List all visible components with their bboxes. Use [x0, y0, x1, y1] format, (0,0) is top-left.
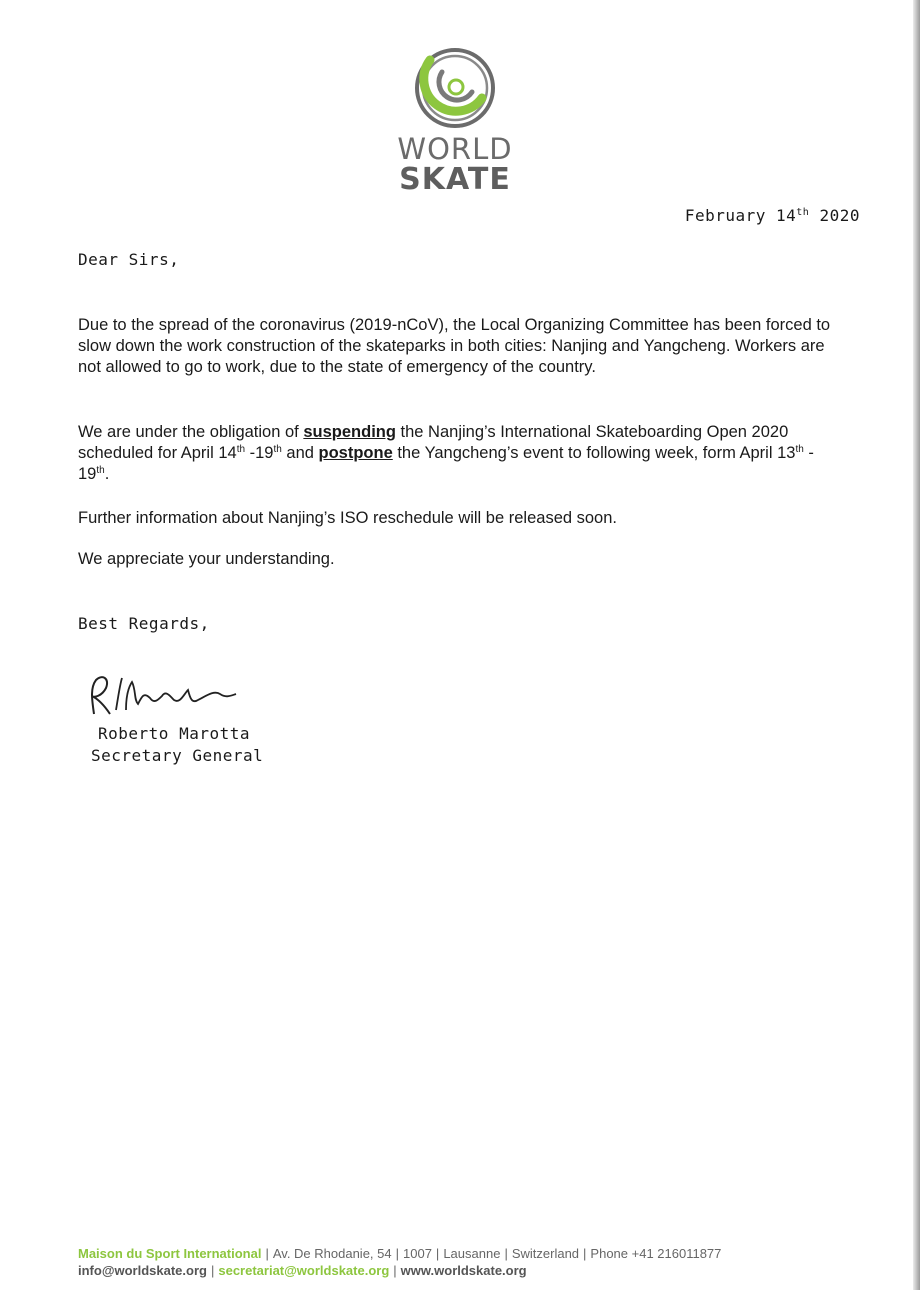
- logo-word-skate: SKATE: [399, 162, 511, 197]
- letterhead-footer: [78, 1245, 878, 1279]
- footer-line-1: [78, 1245, 878, 1262]
- world-skate-logo: [380, 40, 530, 200]
- footer-email-info[interactable]: info@worldskate.org: [78, 1263, 207, 1278]
- signer-title: Secretary General: [91, 746, 264, 765]
- paragraph-coronavirus: Due to the spread of the coronavirus (2019-nCoV), the Local Organizing Committee has been forced to slow down the work construction of the skateparks in both cities: Nanjing and Yangcheng. Workers are not allowed to go to work, due to the state of emergency of the country.: [78, 316, 831, 376]
- ordinal: th: [96, 465, 105, 476]
- footer-separator: |: [435, 1246, 440, 1261]
- p2-text: the Nanjing’s International Skateboarding Open 2020 scheduled for April 14: [78, 423, 789, 462]
- salutation: Dear Sirs,: [78, 250, 180, 269]
- world-skate-ring-icon: [380, 40, 530, 135]
- footer-city: Lausanne: [443, 1246, 501, 1261]
- footer-org: Maison du Sport International: [78, 1246, 262, 1261]
- logo-word-world: WORLD: [397, 132, 513, 166]
- letter-date: [685, 206, 860, 225]
- signer-name: Roberto Marotta: [98, 724, 250, 743]
- p2-text: -19: [245, 444, 274, 462]
- date-month-day: February 14: [684, 206, 797, 225]
- footer-postal: 1007: [403, 1246, 432, 1261]
- ordinal: th: [795, 444, 804, 455]
- paragraph-appreciation: We appreciate your understanding.: [78, 550, 335, 568]
- handwritten-signature: [80, 670, 250, 720]
- date-year: 2020: [809, 206, 860, 225]
- footer-country: Switzerland: [511, 1246, 580, 1261]
- ordinal: th: [236, 444, 246, 455]
- footer-separator: |: [504, 1246, 508, 1261]
- ordinal: th: [273, 444, 282, 455]
- footer-separator: |: [583, 1246, 587, 1261]
- footer-separator: |: [395, 1246, 399, 1261]
- footer-email-secretariat[interactable]: secretariat@worldskate.org: [218, 1263, 390, 1278]
- footer-line-2: [78, 1262, 878, 1279]
- footer-website[interactable]: www.worldskate.org: [400, 1263, 527, 1278]
- suspending-word: suspending: [303, 423, 396, 441]
- paragraph-further-info: Further information about Nanjing’s ISO reschedule will be released soon.: [78, 509, 617, 527]
- paragraph-suspension: [78, 422, 848, 485]
- p2-text: - 19: [78, 444, 814, 483]
- p2-text: the Yangcheng’s event to following week, form April 13: [392, 444, 796, 462]
- page-edge-shadow: [913, 0, 920, 1290]
- date-ordinal: th: [796, 207, 810, 218]
- footer-separator: |: [393, 1263, 397, 1278]
- p2-text: We are under the obligation of: [78, 423, 304, 441]
- p2-text: and: [281, 444, 319, 462]
- p2-text: .: [104, 465, 110, 483]
- footer-phone: Phone +41 216011877: [590, 1246, 722, 1261]
- postpone-word: postpone: [318, 444, 393, 462]
- footer-separator: |: [265, 1246, 269, 1261]
- footer-separator: |: [210, 1263, 215, 1278]
- footer-address: Av. De Rhodanie, 54: [272, 1246, 392, 1261]
- closing: Best Regards,: [78, 614, 210, 633]
